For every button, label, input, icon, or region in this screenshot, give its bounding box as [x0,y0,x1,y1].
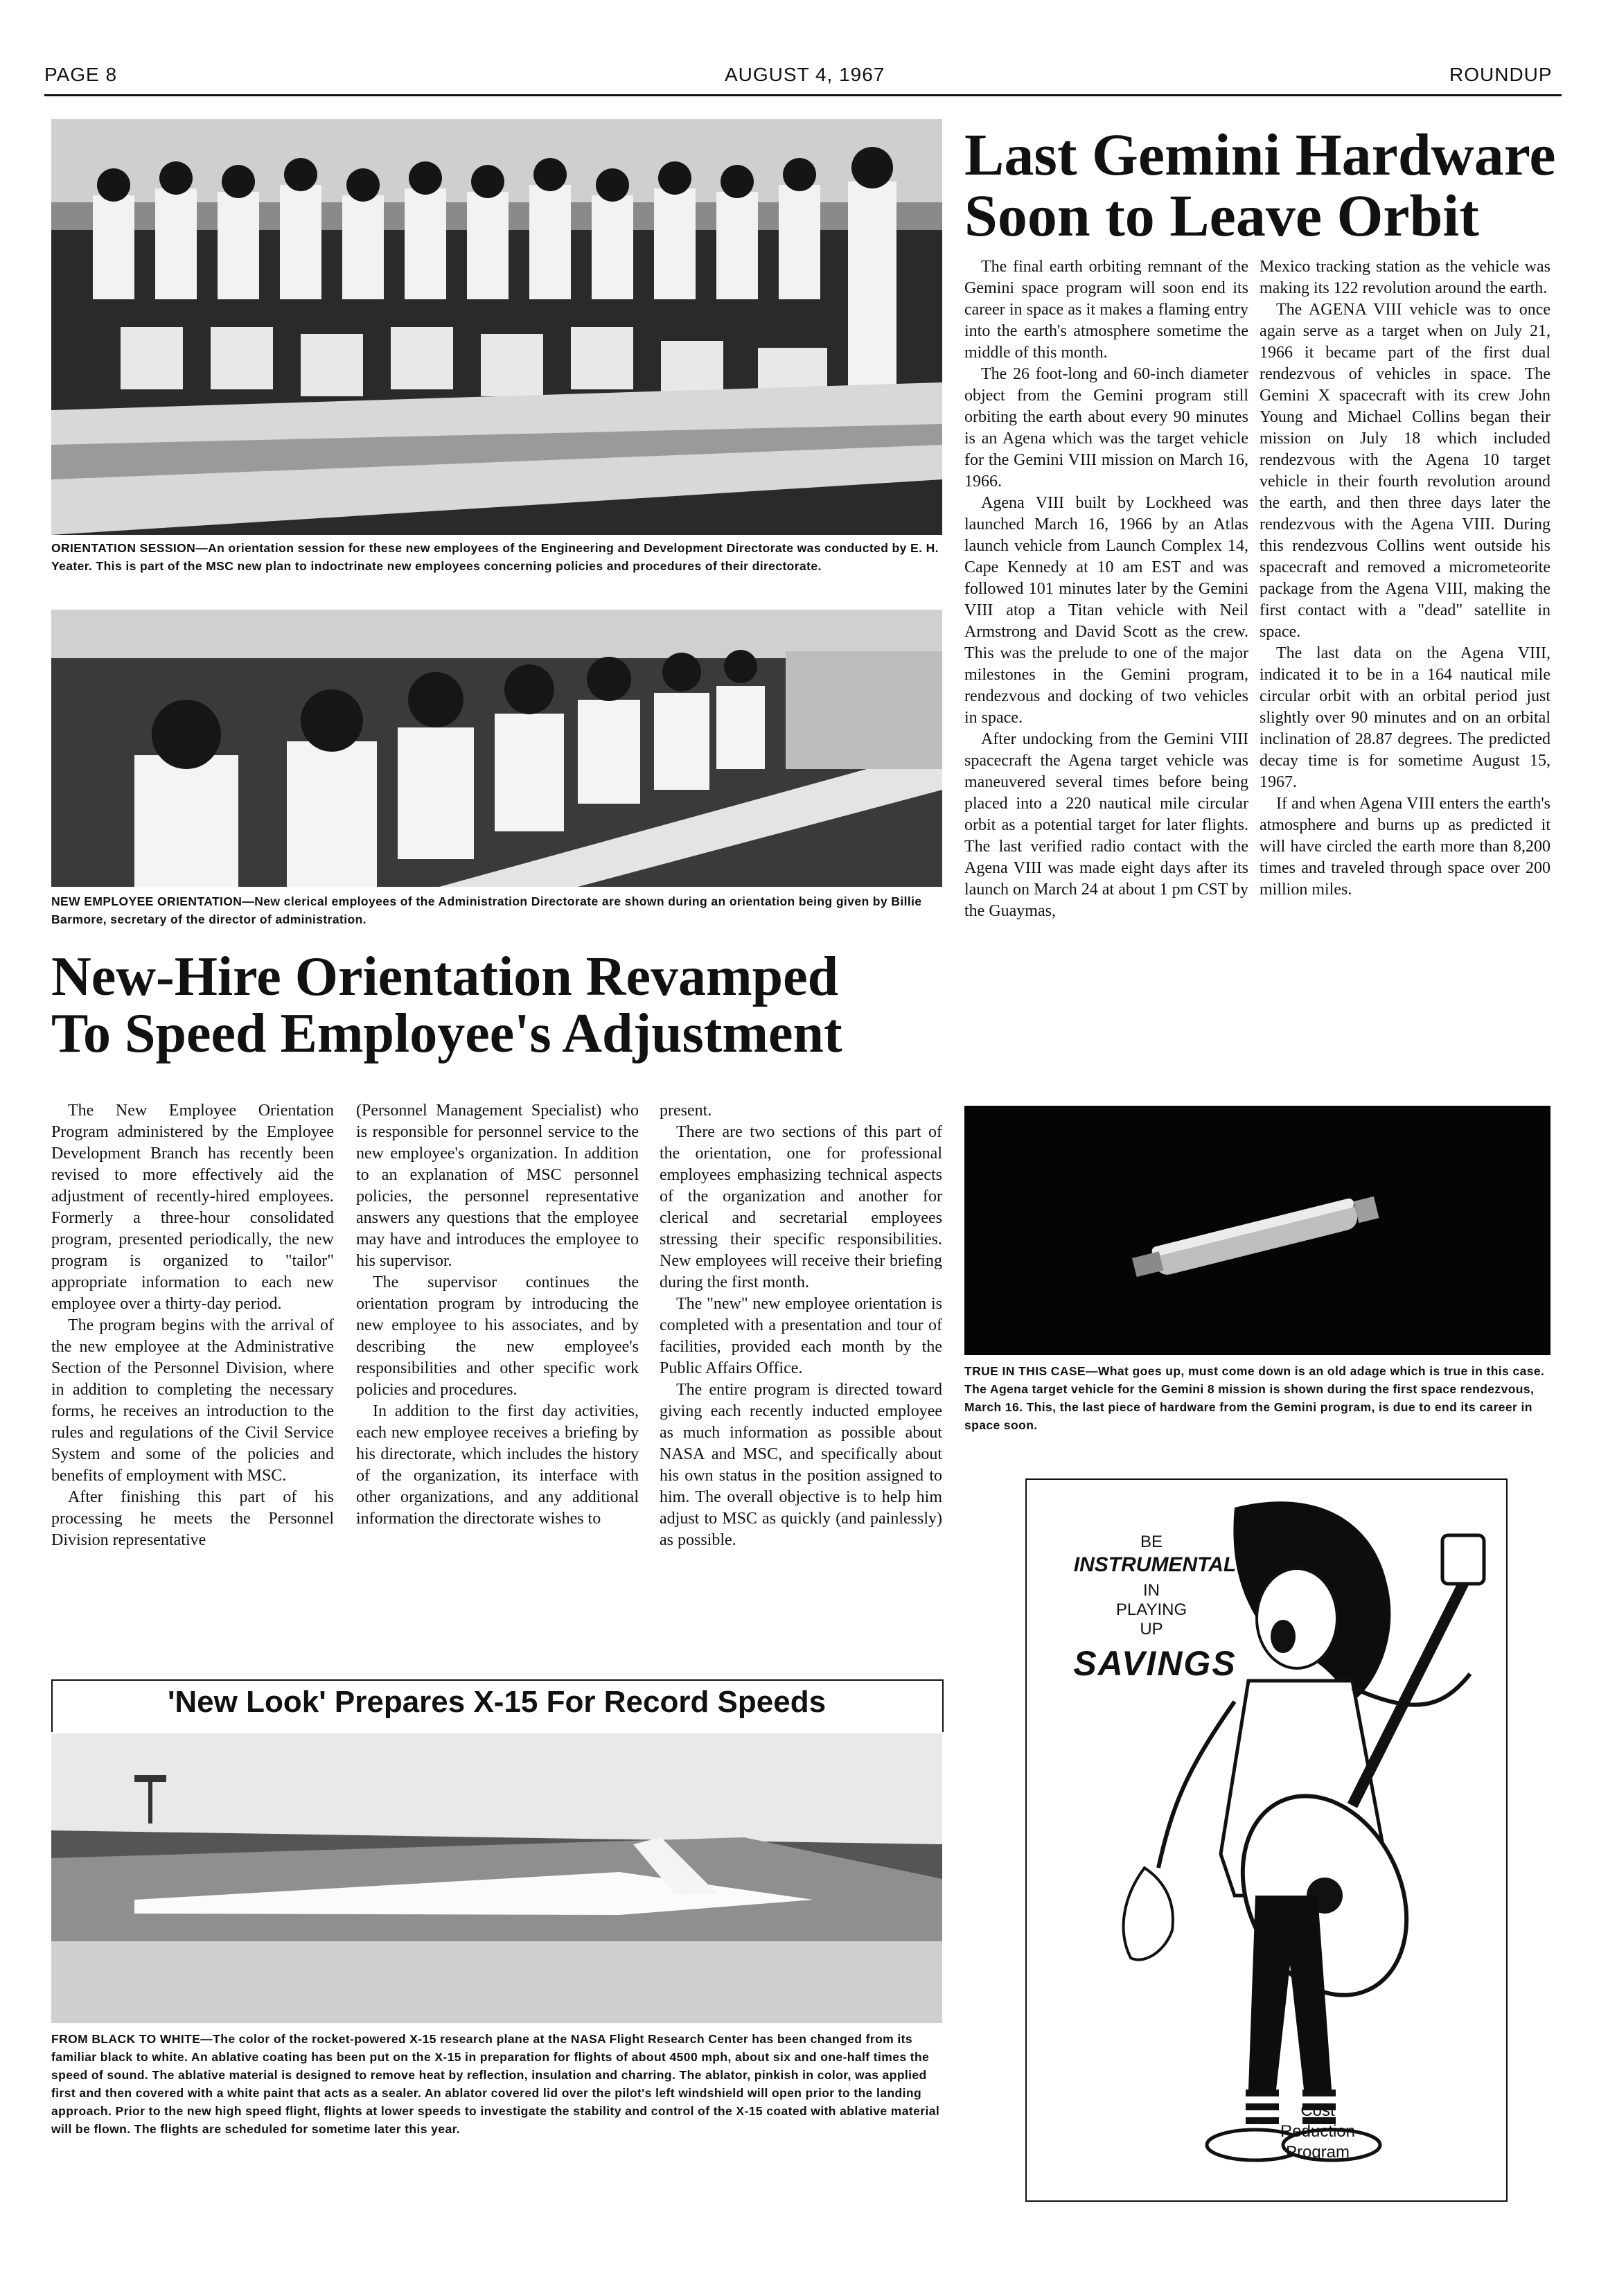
x15-headline: 'New Look' Prepares X-15 For Record Speeds [167,1685,827,1719]
ad-cost-reduction-program [1242,2101,1394,2163]
orientation-headline [51,946,952,1064]
x15-caption [51,2030,945,2138]
gemini-headline [964,121,1560,249]
orientation-headline-line1: New-Hire Orientation Revamped [51,946,839,1007]
paragraph: The last data on the Agena VIII, indicated it to be in a 164 nautical mile circular orbit with an orbital period just slightly over 90 minutes and on an orbital inclination of 28.87 degrees. The predicted decay time is for sometime August 15, 1967. [1260,644,1550,791]
caption-body: What goes up, must come down is an old adage which is true in this case. The Agena target vehicle for the Gemini 8 mission is shown during the first space rendezvous, March 16. This, the last piece of hardware from the Gemini program, is due to end its career in space soon. [964,1364,1545,1432]
cost-reduction-ad [1025,1478,1508,2202]
paper-name: ROUNDUP [1449,64,1553,85]
caption-lead: NEW EMPLOYEE ORIENTATION— [51,894,255,908]
ad-program: Program [1285,2143,1350,2162]
paragraph: There are two sections of this part of the orientation, one for professional employees emphasizing technical aspects of the organization and another for clerical and secretarial employees stressing their specific responsibilities. New employees will receive their briefing during the first month. [660,1123,942,1291]
ad-up: UP [1140,1620,1163,1639]
gemini-column-2 [1260,256,1550,901]
paragraph: If and when Agena VIII enters the earth's atmosphere and burns up as predicted it will have circled the earth more than 8,200 times and traveled through space over 200 million miles. [1260,795,1550,899]
issue-date: AUGUST 4, 1967 [725,64,885,85]
orientation-column-2 [356,1100,639,1530]
new-employee-orientation-caption [51,892,945,928]
caption-body: The color of the rocket-powered X-15 research plane at the NASA Flight Research Center has been changed from its familiar black to white. An ablative coating has been put on the X-15 in preparation for flights of about 4500 mph, about six and one-half times the speed of sound. The ablative material is designed to remove heat by reflection, insulation and charring. The ablator, pinkish in color, was applied first and then covered with a white paint that acts as a sealer. An ablator covered lid over the pilot's left windshield will open prior to the landing approach. Prior to the new high speed flight, flights at lower speeds to investigate the stability and control of the X-15 coated with ablative material will be flown. The flights are scheduled for sometime later this year. [51,2032,940,2136]
ad-be: BE [1140,1533,1163,1551]
paragraph: After undocking from the Gemini VIII spacecraft the Agena target vehicle was maneuvered several times before being placed into a 220 nautical mile circular orbit as a potential target for later flights. The last verified radio contact with the Agena VIII was made eight days after its launch on March 24 at about 1 pm CST by the Guaymas, [964,730,1248,920]
paragraph: The "new" new employee orientation is completed with a presentation and tour of facilities, provided each month by the Public Affairs Office. [660,1295,942,1377]
paragraph: The final earth orbiting remnant of the Gemini space program will soon end its career in space as it makes a flaming entry into the earth's atmosphere sometime the middle of this month. [964,258,1248,362]
paragraph: The supervisor continues the orientation program by introducing the new employee to his associates, and by describing the new employee's responsibilities and other specific work policies and procedures. [356,1273,639,1399]
agena-caption [964,1362,1552,1434]
paragraph: present. [660,1102,712,1120]
ad-playing: PLAYING [1115,1600,1187,1619]
caption-lead: ORIENTATION SESSION— [51,541,209,555]
paragraph: Agena VIII built by Lockheed was launched March 16, 1966 by an Atlas launch vehicle from Launch Complex 14, Cape Kennedy at 10 am EST and was followed 101 minutes later by the Gemini VIII atop a Titan vehicle with Neil Armstrong and David Scott as the crew. This was the prelude to one of the major milestones in the Gemini program, rendezvous and docking of two vehicles in space. [964,494,1248,727]
orientation-column-3 [660,1100,942,1551]
orientation-session-photo [51,119,942,535]
caption-lead: TRUE IN THIS CASE— [964,1364,1098,1378]
ad-in-playing-up [1068,1581,1235,1639]
paragraph: Mexico tracking station as the vehicle was making its 122 revolution around the earth. [1260,258,1550,297]
ad-cost: Cost [1300,2101,1335,2120]
paragraph: The entire program is directed toward giving each recently inducted employee as much information as possible about NASA and MSC, and specifically about his own status in the position assigned to him. The overall objective is to help him adjust to MSC as quickly (and painlessly) as possible. [660,1381,942,1549]
ad-reduction: Reduction [1280,2122,1356,2141]
orientation-session-caption [51,539,945,575]
agena-space-photo [964,1106,1550,1355]
caption-body: An orientation session for these new employees of the Engineering and Development Directorate was conducted by E. H. Yeater. This is part of the MSC new plan to indoctrinate new employees concerning policies and procedures of their directorate. [51,541,939,573]
paragraph: In addition to the first day activities, each new employee receives a briefing by his directorate, which includes the history of the organization, its interface with other organizations, and any additional information the directorate wishes to [356,1402,639,1528]
caption-lead: FROM BLACK TO WHITE— [51,2032,213,2046]
paragraph: The program begins with the arrival of the new employee at the Administrative Section of the Personnel Division, where in addition to completing the necessary forms, he receives an introduction to the rules and regulations of the Civil Service System and some of the policies and benefits of employment with MSC. [51,1316,334,1485]
orientation-headline-line2: To Speed Employee's Adjustment [51,1003,842,1064]
ad-savings: SAVINGS [1073,1644,1237,1683]
page-number: PAGE 8 [44,64,118,85]
gemini-headline-line2: Soon to Leave Orbit [964,182,1479,249]
x15-photo [51,1733,942,2023]
paragraph: The 26 foot-long and 60-inch diameter object from the Gemini program still orbiting the earth about every 90 minutes is an Agena which was the target vehicle for the Gemini VIII mission on March 16, 1966. [964,365,1248,491]
paragraph: The AGENA VIII vehicle was to once again serve as a target when on July 21, 1966 it became part of the first dual rendezvous of vehicles in space. The Gemini X spacecraft with its crew John Young and Michael Collins began their mission on July 18 which included rendezvous with the Agena 10 target vehicle in their fourth revolution around the earth, and then three days later the rendezvous with the Agena VIII. During this rendezvous Collins went outside his spacecraft and removed a micrometeorite package from the Agena VIII, making the first contact with a "dead" satellite in space. [1260,301,1550,641]
header-rule [44,94,1562,96]
paragraph: (Personnel Management Specialist) who is responsible for personnel service to the new employee's organization. In addition to an explanation of MSC personnel policies, the personnel representative answers any questions that the employee may have and introduces the employee to his supervisor. [356,1102,639,1270]
gemini-headline-line1: Last Gemini Hardware [964,121,1556,188]
ad-instrumental: INSTRUMENTAL [1073,1553,1237,1576]
orientation-column-1 [51,1100,334,1551]
paragraph: After finishing this part of his processing he meets the Personnel Division representative [51,1488,334,1549]
gemini-column-1 [964,256,1248,922]
ad-in: IN [1143,1581,1160,1600]
new-employee-orientation-photo [51,610,942,887]
paragraph: The New Employee Orientation Program administered by the Employee Development Branch has recently been revised to more effectively aid the adjustment of recently-hired employees. Formerly a three-hour consolidated program, presented periodically, the new program is organized to "tailor" appropriate information to each new employee over a thirty-day period. [51,1102,334,1313]
caption-body: New clerical employees of the Administration Directorate are shown during an orientation being given by Billie Barmore, secretary of the director of administration. [51,894,922,926]
